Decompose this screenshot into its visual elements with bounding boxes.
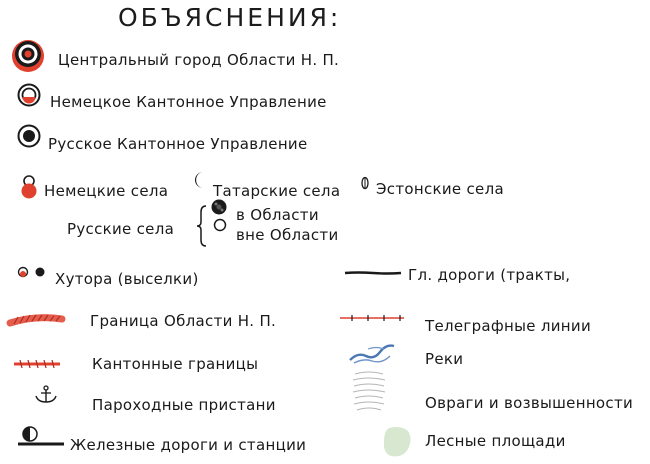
estonian-village-icon [359,174,371,192]
label-forests: Лесные площади [425,432,566,450]
label-estonian-villages: Эстонские села [376,180,504,198]
ravine-hatching-icon [349,368,389,416]
label-central-city: Центральный город Области Н. П. [58,51,340,69]
label-region-border: Граница Области Н. П. [90,312,277,330]
label-german-villages: Немецкие села [44,182,169,200]
crescent-icon [190,170,210,190]
main-road-icon [343,268,403,278]
central-city-icon [8,36,48,76]
russian-canton-icon [16,123,44,151]
label-railways: Железные дороги и станции [70,436,307,454]
legend-title: ОБЪЯСНЕНИЯ: [118,3,342,32]
label-farmsteads: Хутора (выселки) [55,270,199,288]
label-tatar-villages: Татарские села [213,182,341,200]
label-piers: Пароходные пристани [92,396,276,414]
label-canton-border: Кантонные границы [92,355,259,373]
label-russian-villages: Русские села [67,220,175,238]
region-border-icon [8,309,64,329]
canton-border-icon [12,358,62,370]
label-telegraph: Телеграфные линии [425,317,592,335]
label-rivers: Реки [425,350,464,368]
label-ravines: Овраги и возвышенности [425,394,634,412]
forest-area-icon [381,425,413,459]
label-inside-region: в Области [236,206,319,224]
label-russian-canton: Русское Кантонное Управление [48,135,308,153]
anchor-icon [33,385,59,405]
railway-icon [16,424,66,448]
farmstead-icon [16,265,48,279]
russian-village-inside-icon [210,198,228,216]
russian-village-outside-icon [213,218,227,232]
brace-icon [196,204,208,248]
label-german-canton: Немецкое Кантонное Управление [50,93,327,111]
label-outside-region: вне Области [236,226,339,244]
label-main-roads: Гл. дороги (тракты, [408,266,571,284]
german-village-icon [17,172,41,202]
river-icon [346,340,398,366]
telegraph-icon [338,314,406,322]
german-canton-icon [16,82,44,110]
